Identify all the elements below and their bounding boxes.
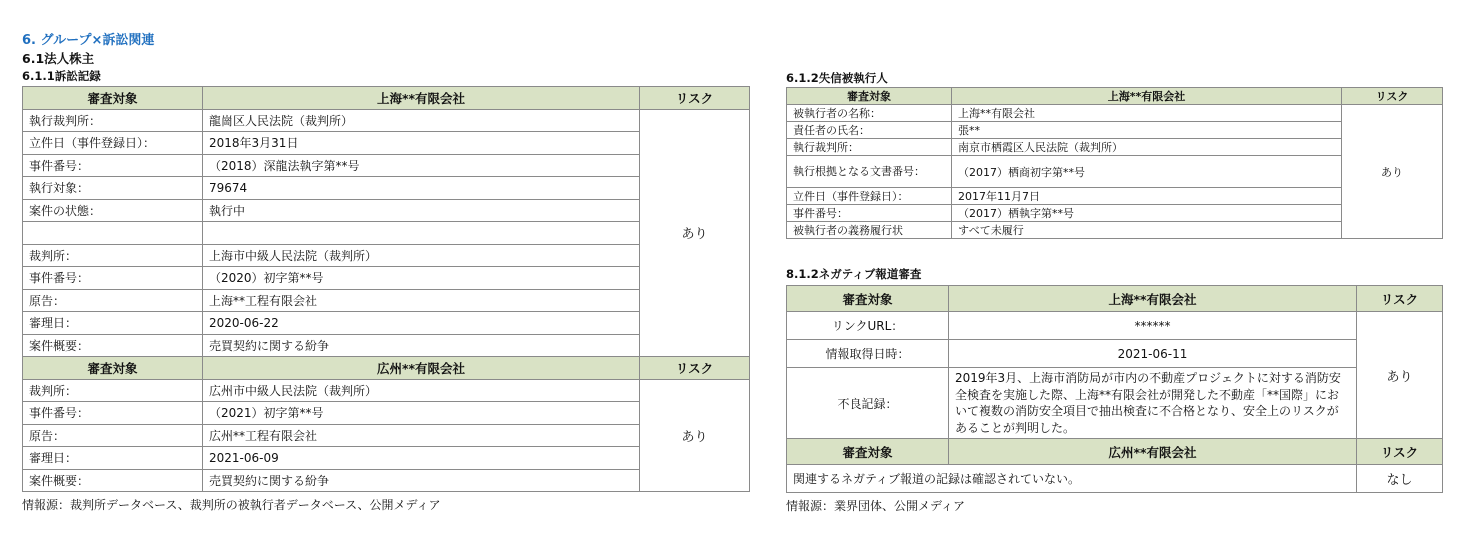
row-label: 事件番号： xyxy=(23,154,203,177)
header-company: 上海**有限会社 xyxy=(952,88,1342,105)
header-risk: リスク xyxy=(640,357,750,380)
risk-cell: なし xyxy=(1357,465,1443,493)
header-target: 審査対象 xyxy=(787,286,949,312)
header-risk: リスク xyxy=(1357,286,1443,312)
dishonest-table xyxy=(786,87,1443,239)
row-value: 売買契約に関する紛争 xyxy=(203,469,640,492)
row-label: 原告： xyxy=(23,289,203,312)
row-label: 事件番号： xyxy=(23,267,203,290)
risk-cell: あり xyxy=(640,379,750,492)
table-header-row xyxy=(787,286,1443,312)
row-label: 執行対象： xyxy=(23,177,203,200)
litigation-source: 情報源：裁判所データベース、裁判所の被執行者データベース、公開メディア xyxy=(22,498,441,512)
row-label: 情報取得日時： xyxy=(787,340,949,368)
row-label: 立件日（事件登録日）： xyxy=(787,188,952,205)
table-header-row xyxy=(787,88,1443,105)
header-risk: リスク xyxy=(1342,88,1443,105)
row-label: 案件概要： xyxy=(23,334,203,357)
row-value: （2018）深龍法執字第**号 xyxy=(203,154,640,177)
row-label: 責任者の氏名： xyxy=(787,122,952,139)
row-label: 案件の状態： xyxy=(23,199,203,222)
row-value: 79674 xyxy=(203,177,640,200)
row-value: 関連するネガティブ報道の記録は確認されていない。 xyxy=(787,465,1357,493)
row-value: 上海**有限会社 xyxy=(952,105,1342,122)
litigation-heading: 6.1.1訴訟記録 xyxy=(22,69,101,83)
table-row xyxy=(23,109,750,132)
section-heading: 6. グループ×訴訟関連 xyxy=(22,33,155,48)
dishonest-heading: 6.1.2失信被執行人 xyxy=(786,71,888,85)
row-value: 上海**工程有限会社 xyxy=(203,289,640,312)
row-value: 広州**工程有限会社 xyxy=(203,424,640,447)
row-value: （2020）初字第**号 xyxy=(203,267,640,290)
row-value: 上海市中級人民法院（裁判所） xyxy=(203,244,640,267)
table-header-row xyxy=(23,357,750,380)
risk-cell: あり xyxy=(640,109,750,357)
row-value xyxy=(203,222,640,245)
row-value: ****** xyxy=(949,312,1357,340)
header-risk: リスク xyxy=(1357,439,1443,465)
row-label: 被執行者の義務履行状 xyxy=(787,222,952,239)
header-company: 広州**有限会社 xyxy=(949,439,1357,465)
subsection-heading: 6.1法人株主 xyxy=(22,51,95,66)
row-value: 広州市中級人民法院（裁判所） xyxy=(203,379,640,402)
table-row xyxy=(787,312,1443,340)
row-value: （2017）栖商初字第**号 xyxy=(952,156,1342,188)
row-value: 張** xyxy=(952,122,1342,139)
row-label: 執行根拠となる文書番号： xyxy=(787,156,952,188)
row-label: 被執行者の名称： xyxy=(787,105,952,122)
row-label: 執行裁判所： xyxy=(787,139,952,156)
header-target: 審査対象 xyxy=(787,439,949,465)
row-value: 2021-06-11 xyxy=(949,340,1357,368)
risk-cell: あり xyxy=(1342,105,1443,239)
table-row xyxy=(787,105,1443,122)
negative-heading: 8.1.2ネガティブ報道審査 xyxy=(786,267,922,281)
row-value: （2017）栖執字第**号 xyxy=(952,205,1342,222)
row-label: 案件概要： xyxy=(23,469,203,492)
header-target: 審査対象 xyxy=(23,87,203,110)
header-company: 上海**有限会社 xyxy=(949,286,1357,312)
row-value: 2018年3月31日 xyxy=(203,132,640,155)
row-value: 2021-06-09 xyxy=(203,447,640,470)
row-value: 南京市栖霞区人民法院（裁判所） xyxy=(952,139,1342,156)
table-row xyxy=(787,465,1443,493)
table-header-row xyxy=(787,439,1443,465)
header-target: 審査対象 xyxy=(23,357,203,380)
row-value: 売買契約に関する紛争 xyxy=(203,334,640,357)
row-value: 2017年11月7日 xyxy=(952,188,1342,205)
table-row xyxy=(787,368,1443,439)
row-value: （2021）初字第**号 xyxy=(203,402,640,425)
row-label: 裁判所： xyxy=(23,244,203,267)
negative-source: 情報源：業界団体、公開メディア xyxy=(786,499,966,513)
row-label: 不良記録： xyxy=(787,368,949,439)
row-value: 執行中 xyxy=(203,199,640,222)
table-row xyxy=(23,379,750,402)
header-company: 広州**有限会社 xyxy=(203,357,640,380)
risk-cell: あり xyxy=(1357,312,1443,439)
row-label: リンクURL： xyxy=(787,312,949,340)
row-value: すべて未履行 xyxy=(952,222,1342,239)
row-label: 事件番号： xyxy=(23,402,203,425)
row-label: 執行裁判所： xyxy=(23,109,203,132)
row-label: 審理日： xyxy=(23,312,203,335)
row-label: 裁判所： xyxy=(23,379,203,402)
header-target: 審査対象 xyxy=(787,88,952,105)
row-value: 龍崗区人民法院（裁判所） xyxy=(203,109,640,132)
litigation-table xyxy=(22,86,750,492)
row-label: 事件番号： xyxy=(787,205,952,222)
negative-table xyxy=(786,285,1443,493)
row-label: 立件日（事件登録日）： xyxy=(23,132,203,155)
header-company: 上海**有限会社 xyxy=(203,87,640,110)
table-row xyxy=(787,340,1443,368)
row-label: 審理日： xyxy=(23,447,203,470)
header-risk: リスク xyxy=(640,87,750,110)
row-label: 原告： xyxy=(23,424,203,447)
row-value: 2019年3月、上海市消防局が市内の不動産プロジェクトに対する消防安全検査を実施した際、上海**有限会社が開発した不動産「**国際」において複数の消防安全項目で抽出検査に不合格となり、安全上のリスクがあることが判明した。 xyxy=(949,368,1357,439)
row-value: 2020-06-22 xyxy=(203,312,640,335)
table-header-row xyxy=(23,87,750,110)
row-label xyxy=(23,222,203,245)
